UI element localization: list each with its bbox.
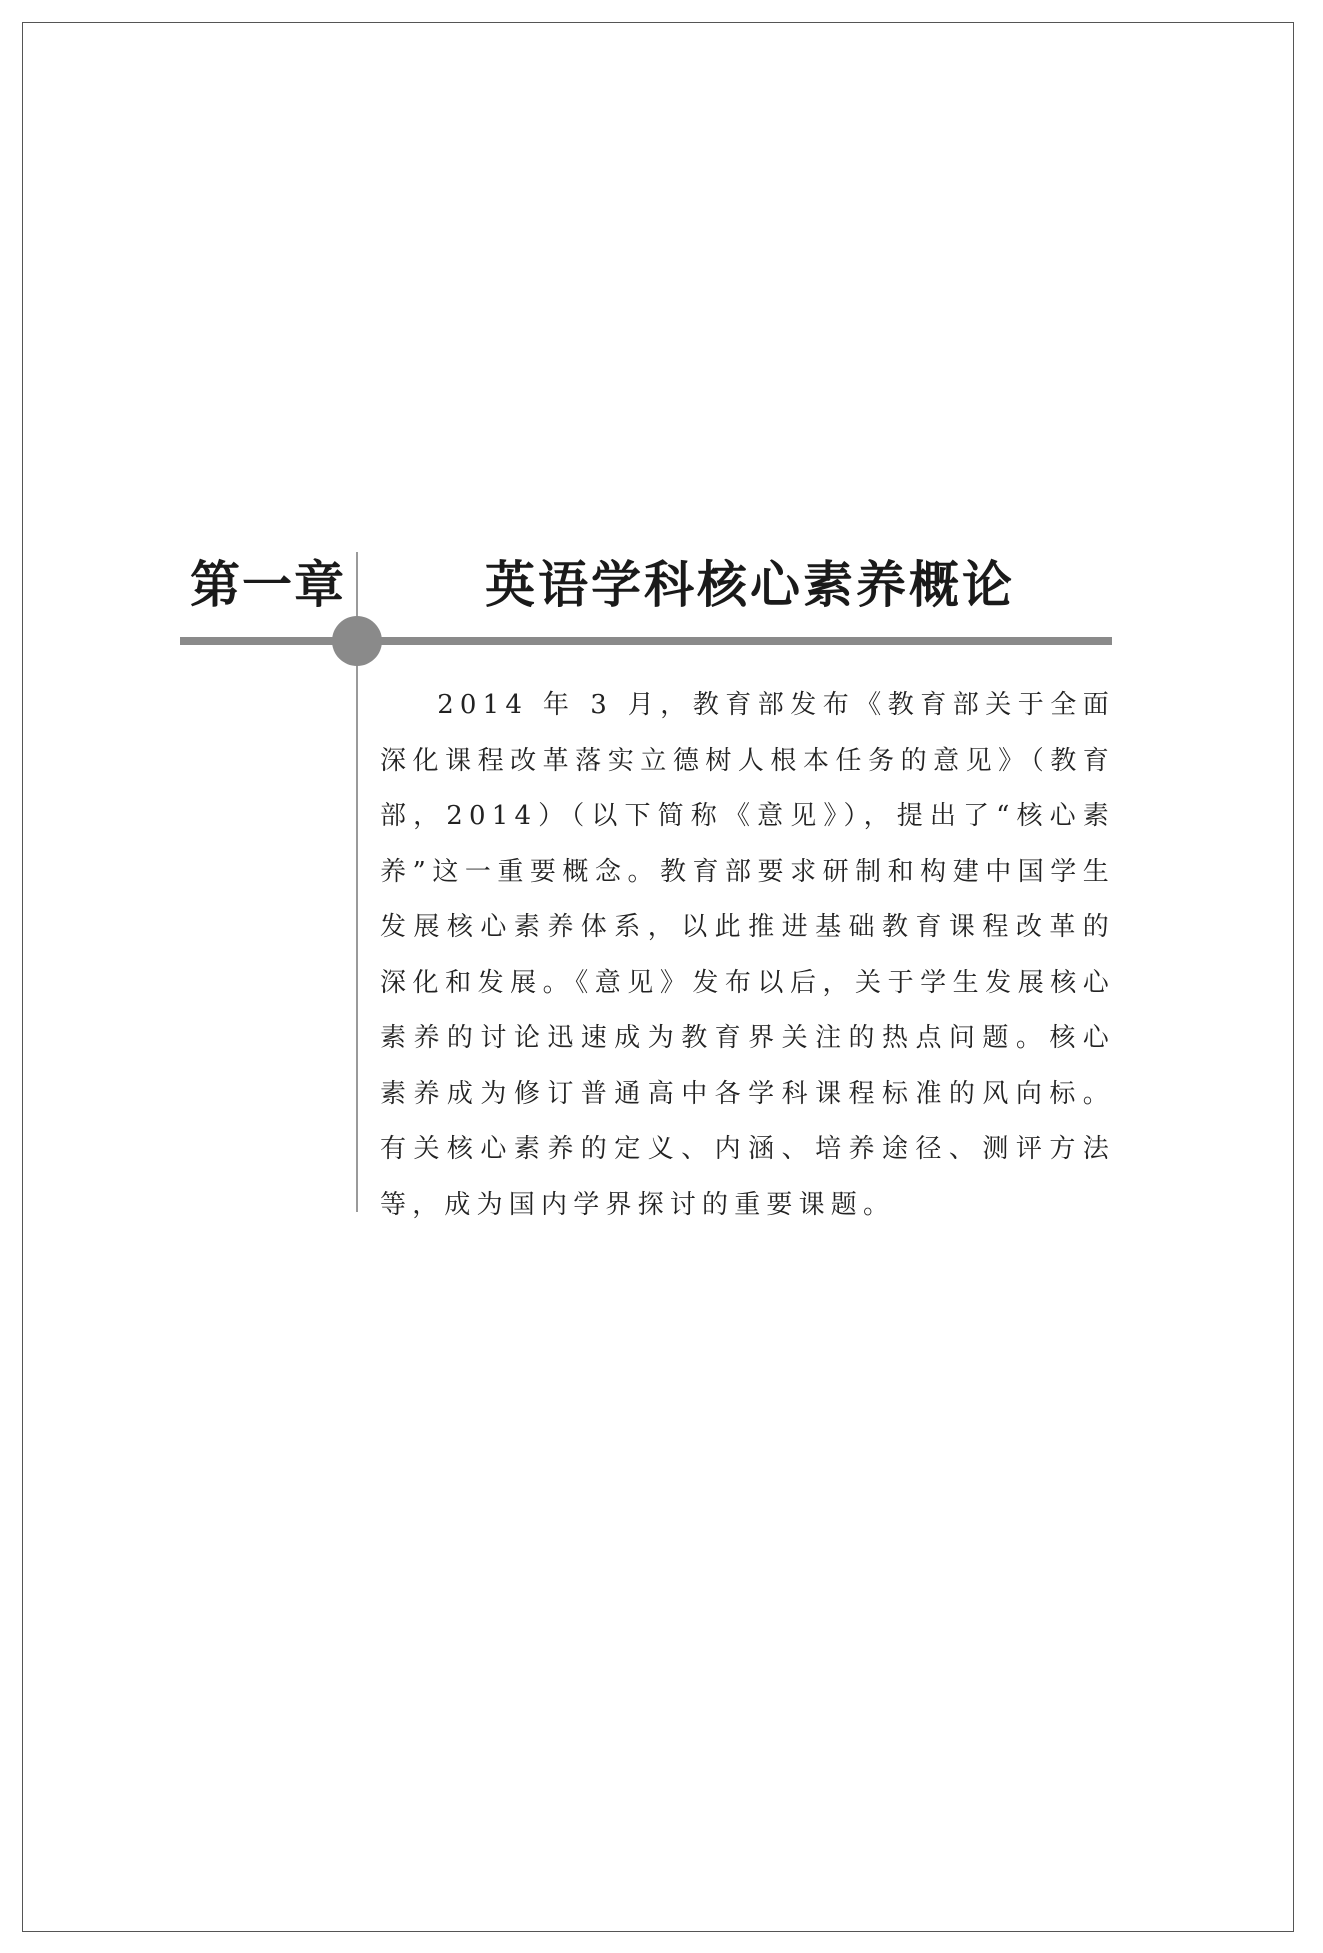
horizontal-divider	[180, 637, 1112, 645]
body-text	[380, 678, 1115, 1233]
intro-paragraph: 2014 年 3 月，教育部发布《教育部关于全面深化课程改革落实立德树人根本任务的意见》（教育部，2014）（以下简称《意见》），提出了“核心素养”这一重要概念。教育部要求研制和构建中国学生发展核心素养体系，以此推进基础教育课程改革的深化和发展。《意见》发布以后，关于学生发展核心素养的讨论迅速成为教育界关注的热点问题。核心素养成为修订普通高中各学科课程标准的风向标。有关核心素养的定义、内涵、培养途径、测评方法等，成为国内学界探讨的重要课题。	[380, 690, 1115, 1220]
chapter-title: 英语学科核心素养概论	[485, 555, 1015, 614]
chapter-label: 第一章	[190, 555, 346, 614]
circle-ornament	[332, 616, 382, 666]
